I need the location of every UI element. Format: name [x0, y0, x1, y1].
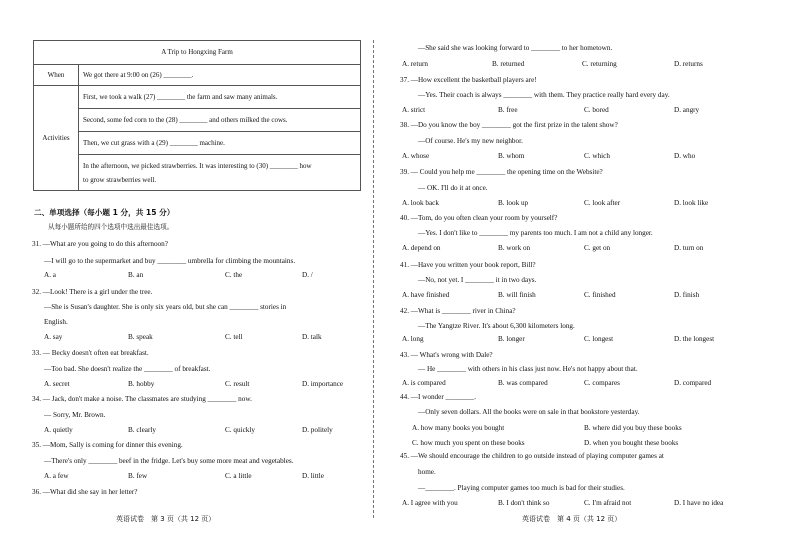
question-line: 42. —What is ________ river in China?: [400, 307, 516, 315]
answer-option: C. returning: [582, 60, 617, 68]
farm-trip-table: [33, 40, 361, 191]
activity-row: Second, some fed corn to the (28) ________ and others milked the cows.: [79, 109, 361, 132]
activity-row: [79, 155, 361, 191]
answer-option: D. politely: [302, 426, 333, 434]
question-line: 40. —Tom, do you often clean your room by yourself?: [400, 214, 558, 222]
question-line: 36. —What did she say in her letter?: [32, 488, 138, 496]
answer-option: B. returned: [492, 60, 525, 68]
question-line: —Of course. He's my new neighbor.: [418, 137, 523, 145]
answer-option: B. will finish: [498, 291, 536, 299]
answer-option: D. who: [674, 152, 696, 160]
answer-option: A. quietly: [44, 426, 73, 434]
answer-option: A. whose: [402, 152, 430, 160]
question-line: —I will go to the supermarket and buy ________ umbrella for climbing the mountains.: [44, 257, 296, 265]
when-cell: We got there at 9:00 on (26) ________.: [79, 65, 361, 86]
answer-option: C. finished: [584, 291, 616, 299]
table-title: A Trip to Hongxing Farm: [34, 41, 361, 65]
answer-option: B. longer: [498, 335, 525, 343]
answer-option: D. look like: [674, 199, 709, 207]
answer-option: A. long: [402, 335, 424, 343]
answer-option: A. I agree with you: [402, 499, 458, 507]
answer-option: C. I'm afraid not: [584, 499, 632, 507]
activities-label: Activities: [34, 86, 79, 191]
answer-option: A. say: [44, 333, 63, 341]
section-instruction: 从每小题所给的四个选项中选出最佳选项。: [48, 223, 174, 231]
answer-option: B. few: [128, 472, 148, 480]
answer-option: A. have finished: [402, 291, 450, 299]
answer-option: D. angry: [674, 106, 700, 114]
answer-option: B. hobby: [128, 380, 155, 388]
answer-option: D. importance: [302, 380, 344, 388]
answer-option: A. return: [402, 60, 428, 68]
answer-option: B. speak: [128, 333, 153, 341]
answer-option: B. look up: [498, 199, 529, 207]
question-line: 45. —We should encourage the children to go outside instead of playing computer games at: [400, 452, 664, 460]
page-footer-right: 英语试卷 第 4 页（共 12 页）: [522, 515, 622, 523]
section-heading: 二、单项选择（每小题 1 分，共 15 分）: [34, 208, 175, 217]
answer-option: B. clearly: [128, 426, 156, 434]
answer-option: B. I don't think so: [498, 499, 550, 507]
question-line: —Only seven dollars. All the books were on sale in that bookstore yesterday.: [418, 408, 640, 416]
question-line: — Sorry, Mr. Brown.: [44, 411, 106, 419]
answer-option: C. compares: [584, 379, 620, 387]
answer-option: B. free: [498, 106, 518, 114]
question-line: 43. — What's wrong with Dale?: [400, 351, 493, 359]
question-line: — OK. I'll do it at once.: [418, 184, 488, 192]
question-line: 34. — Jack, don't make a noise. The classmates are studying ________ now.: [32, 395, 252, 403]
answer-option: C. bored: [584, 106, 609, 114]
answer-option: A. secret: [44, 380, 70, 388]
answer-option: D. returns: [674, 60, 703, 68]
answer-option: C. quickly: [225, 426, 255, 434]
answer-option: C. the: [225, 271, 243, 279]
answer-option: D. I have no idea: [674, 499, 724, 507]
answer-option: A. a: [44, 271, 56, 279]
answer-option: C. tell: [225, 333, 243, 341]
answer-option: A. a few: [44, 472, 69, 480]
question-line: 31. —What are you going to do this afternoon?: [32, 240, 168, 248]
answer-option: C. a little: [225, 472, 252, 480]
question-line: —No, not yet. I ________ it in two days.: [418, 276, 537, 284]
answer-option: D. turn on: [674, 244, 704, 252]
answer-option: D. /: [302, 271, 313, 279]
answer-option: D. compared: [674, 379, 712, 387]
activity-row: First, we took a walk (27) ________ the farm and saw many animals.: [79, 86, 361, 109]
answer-option: D. talk: [302, 333, 322, 341]
answer-option: C. look after: [584, 199, 621, 207]
activity-row-line: to grow strawberries well.: [83, 175, 157, 184]
answer-option: A. strict: [402, 106, 426, 114]
question-line: 37. —How excellent the basketball players are!: [400, 76, 537, 84]
answer-option: B. where did you buy these books: [584, 424, 682, 432]
answer-option: B. an: [128, 271, 144, 279]
question-line: —The Yangtze River. It's about 6,300 kilometers long.: [418, 322, 575, 330]
answer-option: C. which: [584, 152, 610, 160]
question-line: —She is Susan's daughter. She is only six years old, but she can ________ stories in: [44, 303, 287, 311]
question-line: —________. Playing computer games too much is bad for their studies.: [418, 484, 625, 492]
question-line: 33. — Becky doesn't often eat breakfast.: [32, 349, 149, 357]
answer-option: A. is compared: [402, 379, 446, 387]
question-line: 35. —Mom, Sally is coming for dinner this evening.: [32, 441, 183, 449]
answer-option: A. look back: [402, 199, 439, 207]
answer-option: D. little: [302, 472, 324, 480]
question-line: 38. —Do you know the boy ________ got the first prize in the talent show?: [400, 121, 618, 129]
answer-option: C. get on: [584, 244, 611, 252]
question-line: — He ________ with others in his class just now. He's not happy about that.: [418, 365, 638, 373]
answer-option: C. result: [225, 380, 250, 388]
activity-row: Then, we cut grass with a (29) ________ machine.: [79, 132, 361, 155]
question-line: —Yes. I don't like to ________ my parents too much. I am not a child any longer.: [418, 229, 653, 237]
question-line: home.: [418, 468, 436, 476]
column-divider: [373, 40, 374, 518]
question-line: —Yes. Their coach is always ________ with them. They practice really hard every day.: [418, 91, 670, 99]
question-line: 39. — Could you help me ________ the opening time on the Website?: [400, 168, 603, 176]
answer-option: C. how much you spent on these books: [412, 439, 525, 447]
activity-row-line: In the afternoon, we picked strawberries. It was interesting to (30) ________ how: [83, 161, 312, 170]
answer-option: D. when you bought these books: [584, 439, 679, 447]
question-line: 41. —Have you written your book report, Bill?: [400, 261, 536, 269]
answer-option: C. longest: [584, 335, 614, 343]
question-line: 32. —Look! There is a girl under the tree.: [32, 288, 153, 296]
page-footer-left: 英语试卷 第 3 页（共 12 页）: [116, 515, 216, 523]
answer-option: B. was compared: [498, 379, 548, 387]
answer-option: D. the longest: [674, 335, 715, 343]
answer-option: D. finish: [674, 291, 700, 299]
answer-option: A. how many books you bought: [412, 424, 505, 432]
when-label: When: [34, 65, 79, 86]
question-line: —There's only ________ beef in the fridge. Let's buy some more meat and vegetables.: [44, 457, 294, 465]
answer-option: B. whom: [498, 152, 525, 160]
answer-option: A. depend on: [402, 244, 441, 252]
question-line: —She said she was looking forward to ________ to her hometown.: [418, 44, 613, 52]
answer-option: B. work on: [498, 244, 531, 252]
question-line: English.: [44, 318, 68, 326]
question-line: —Too bad. She doesn't realize the ________ of breakfast.: [44, 365, 211, 373]
question-line: 44. —I wonder ________.: [400, 393, 477, 401]
